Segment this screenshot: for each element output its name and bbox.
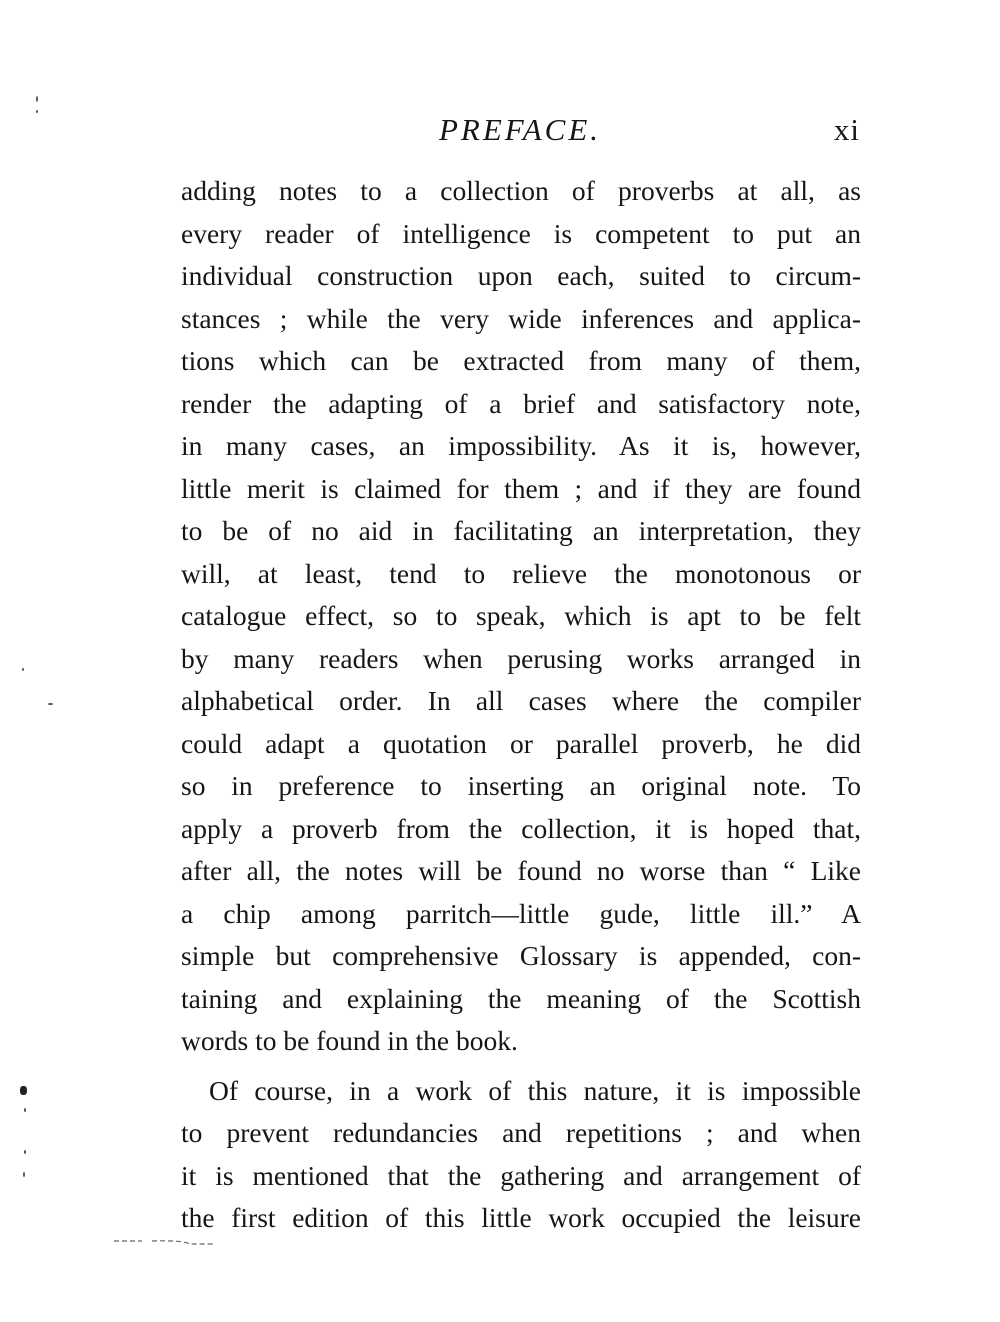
scan-speck <box>22 668 24 671</box>
scan-speck <box>36 110 38 113</box>
text-line: simple but comprehensive Glossary is appended, con- <box>181 940 861 971</box>
text-line: Of course, in a work of this nature, it is impossible <box>209 1074 861 1106</box>
scan-speck <box>48 703 53 705</box>
text-line: apply a proverb from the collection, it is hoped that, <box>181 812 861 844</box>
text-line: little merit is claimed for them ; and if they are found <box>181 472 861 504</box>
text-line: tions which can be extracted from many of them, <box>181 345 861 376</box>
text-line: taining and explaining the meaning of the Scottish <box>181 982 861 1014</box>
text-line: after all, the notes will be found no worse than “ Like <box>181 855 861 886</box>
text-line: so in preference to inserting an original note. To <box>181 770 861 801</box>
text-line: individual construction upon each, suited to circum- <box>181 260 861 291</box>
scan-speck-mark <box>20 1086 27 1095</box>
text-line: will, at least, tend to relieve the monotonous or <box>181 557 861 589</box>
scan-speck <box>23 1172 25 1177</box>
text-line: alphabetical order. In all cases where the compiler <box>181 685 861 716</box>
scan-stroke <box>112 1238 217 1246</box>
text-line: words to be found in the book. <box>181 1025 518 1056</box>
text-line: stances ; while the very wide inferences and applica- <box>181 302 861 334</box>
running-title: PREFACE. <box>438 112 602 147</box>
page-number: xi <box>833 112 860 147</box>
text-line: could adapt a quotation or parallel proverb, he did <box>181 727 861 759</box>
text-line: every reader of intelligence is competent to put an <box>181 217 861 249</box>
scan-speck <box>24 1108 26 1112</box>
running-head <box>180 108 860 152</box>
scan-speck <box>36 96 38 102</box>
body-text <box>181 170 861 1240</box>
text-line: in many cases, an impossibility. As it is, however, <box>181 430 861 461</box>
paragraph-1 <box>181 170 861 1063</box>
text-line: the first edition of this little work occupied the leisure <box>181 1202 861 1233</box>
text-line: catalogue effect, so to speak, which is apt to be felt <box>181 600 861 631</box>
paragraph-2 <box>181 1070 861 1240</box>
text-line: render the adapting of a brief and satisfactory note, <box>181 387 861 419</box>
text-line: to be of no aid in facilitating an interpretation, they <box>181 515 861 546</box>
text-line: to prevent redundancies and repetitions ; and when <box>181 1117 861 1148</box>
scan-speck <box>24 1150 26 1154</box>
text-line: it is mentioned that the gathering and arrangement of <box>181 1159 861 1191</box>
text-line: adding notes to a collection of proverbs at all, as <box>181 175 861 206</box>
text-line: a chip among parritch—little gude, little ill.” A <box>181 897 861 929</box>
text-line: by many readers when perusing works arranged in <box>181 642 861 674</box>
paragraph-gap <box>181 1063 861 1070</box>
